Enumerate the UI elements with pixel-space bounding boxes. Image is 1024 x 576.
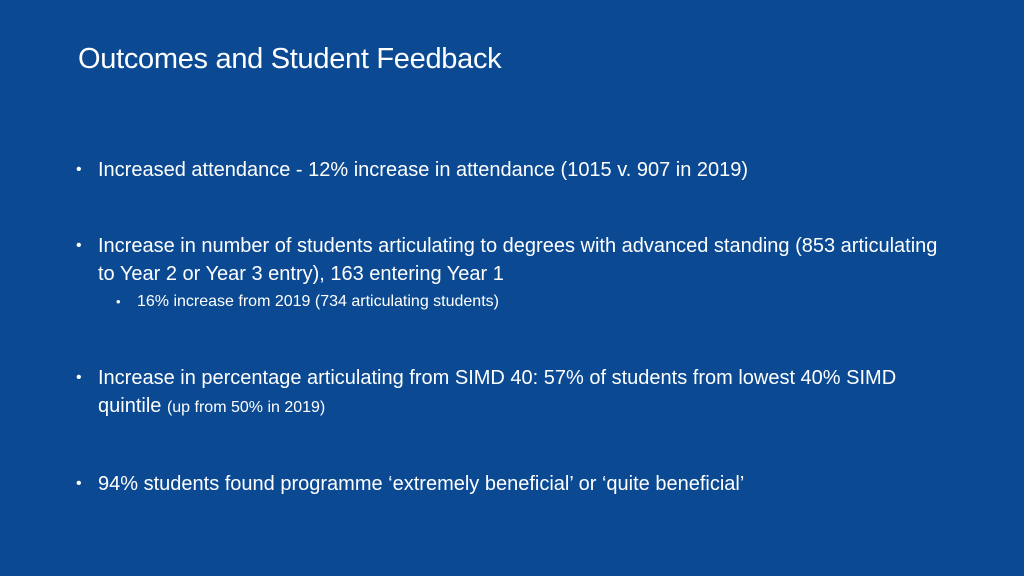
- bullet-feedback: [74, 470, 954, 498]
- slide-title: Outcomes and Student Feedback: [78, 43, 502, 75]
- bullet-attendance: [74, 156, 954, 184]
- bullet-suffix-small: (up from 50% in 2019): [166, 399, 326, 416]
- bullet-text: Increased attendance - 12% increase in attendance (1015 v. 907 in 2019): [98, 159, 749, 181]
- bullet-list: [74, 156, 954, 498]
- sub-bullet-text: 16% increase from 2019 (734 articulating students): [137, 293, 499, 310]
- bullet-dot-icon: •: [76, 237, 82, 254]
- bullet-simd: [74, 364, 954, 422]
- bullet-text: Increase in percentage articulating from SIMD 40: 57% of students from lowest 40% SIMD quintile: [98, 367, 897, 417]
- bullet-dot-icon: •: [76, 369, 82, 386]
- sub-bullet-dot-icon: •: [116, 294, 121, 309]
- bullet-dot-icon: •: [76, 161, 82, 178]
- bullet-dot-icon: •: [76, 475, 82, 492]
- bullet-articulating: [74, 232, 954, 288]
- bullet-text: 94% students found programme ‘extremely beneficial’ or ‘quite beneficial’: [98, 473, 745, 495]
- bullet-text: Increase in number of students articulating to degrees with advanced standing (853 articulating to Year 2 or Year 3 entry), 163 entering Year 1: [98, 235, 938, 285]
- sub-bullet-increase: [74, 290, 954, 314]
